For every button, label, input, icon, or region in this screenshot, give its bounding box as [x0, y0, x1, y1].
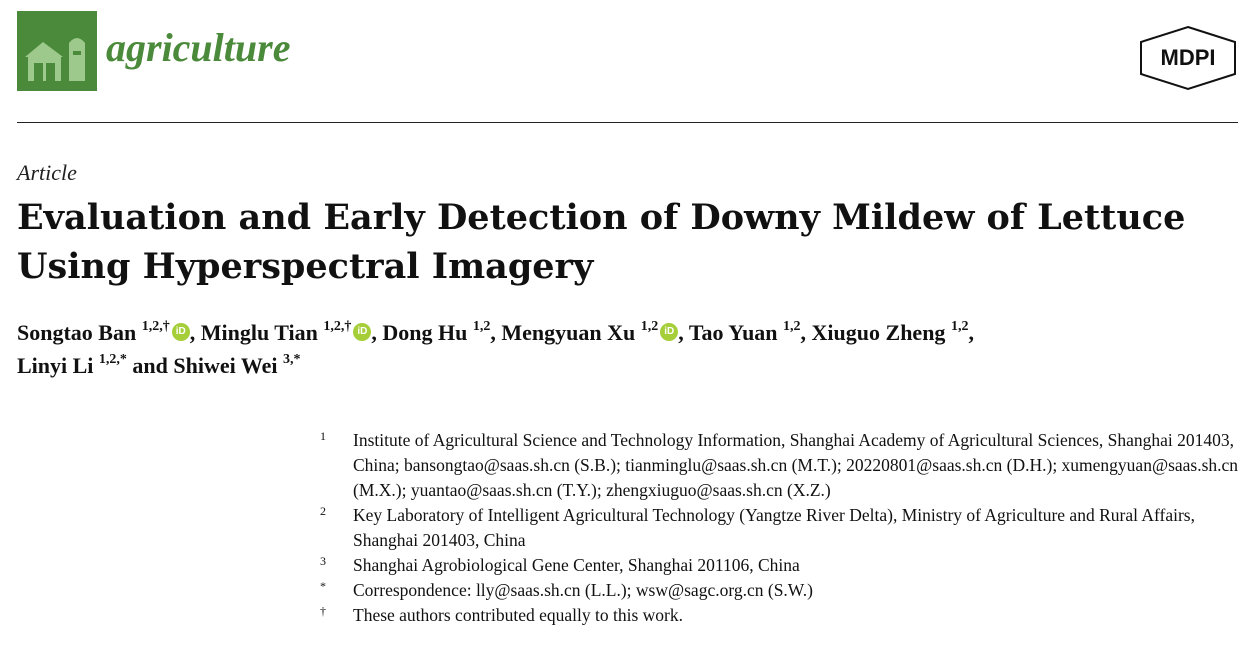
- journal-name: agriculture: [106, 25, 291, 70]
- publisher-name: MDPI: [1160, 45, 1216, 70]
- author[interactable]: [17, 353, 127, 378]
- author-affiliation-sup: 1,2,*: [98, 351, 127, 367]
- affiliation-text: Institute of Agricultural Science and Technology Information, Shanghai Academy of Agricultural Sciences, Shanghai 201403, China; bansongtao@saas.sh.cn (S.B.); tianminglu@saas.sh.cn (M.T.); 20220801@saas.sh.cn (D.H.); xumengyuan@saas.sh.cn (M.X.); yuantao@saas.sh.cn (T.Y.); zhengxiuguo@saas.sh.cn (X.Z.): [353, 430, 1239, 500]
- journal-logo: [17, 11, 97, 91]
- orcid-icon[interactable]: iD: [660, 323, 678, 341]
- author-name: Shiwei Wei: [173, 353, 278, 378]
- author-affiliation-sup: 1,2: [783, 318, 801, 334]
- affiliation-item: [320, 553, 1240, 578]
- author-affiliation-sup: 1,2: [472, 318, 491, 334]
- author[interactable]: [17, 320, 190, 345]
- affiliation-marker: 3: [320, 554, 326, 568]
- affiliation-text: Shanghai Agrobiological Gene Center, Shanghai 201106, China: [353, 555, 800, 575]
- author-name: Linyi Li: [17, 353, 94, 378]
- author-separator: ,: [800, 320, 812, 345]
- author-list: [17, 316, 1237, 382]
- author-name: Mengyuan Xu: [501, 320, 636, 345]
- affiliation-text: Key Laboratory of Intelligent Agricultural Technology (Yangtze River Delta), Ministry of Agriculture and Rural Affairs, Shanghai 201403, China: [353, 505, 1195, 550]
- header-divider: [17, 122, 1238, 123]
- affiliation-text: Correspondence: lly@saas.sh.cn (L.L.); wsw@sagc.org.cn (S.W.): [353, 580, 813, 600]
- author-separator: ,: [968, 320, 974, 345]
- author[interactable]: [382, 320, 490, 345]
- article-type: Article: [17, 160, 77, 185]
- author-affiliation-sup: 3,*: [283, 351, 301, 367]
- author[interactable]: [689, 320, 801, 345]
- author-name: Dong Hu: [382, 320, 468, 345]
- author-separator: ,: [678, 320, 689, 345]
- author-name: Songtao Ban: [17, 320, 137, 345]
- affiliation-list: [320, 428, 1240, 628]
- orcid-icon[interactable]: iD: [172, 323, 190, 341]
- affiliation-item: [320, 578, 1240, 603]
- author-separator: ,: [490, 320, 502, 345]
- affiliation-text: These authors contributed equally to this work.: [353, 605, 683, 625]
- publisher-logo: [1138, 25, 1238, 91]
- affiliation-marker: 2: [320, 504, 326, 518]
- affiliation-item: [320, 428, 1240, 503]
- author-affiliation-sup: 1,2: [640, 318, 659, 334]
- affiliation-item: [320, 503, 1240, 553]
- affiliation-item: [320, 603, 1240, 628]
- affiliation-marker: *: [320, 579, 326, 593]
- author[interactable]: [501, 320, 678, 345]
- author-name: Tao Yuan: [688, 320, 778, 345]
- author[interactable]: [173, 353, 300, 378]
- author-separator: ,: [371, 320, 383, 345]
- author[interactable]: [812, 320, 969, 345]
- author-separator: and: [126, 353, 174, 378]
- author[interactable]: [201, 320, 372, 345]
- orcid-icon[interactable]: iD: [353, 323, 371, 341]
- affiliation-marker: †: [320, 604, 326, 618]
- paper-title: Evaluation and Early Detection of Downy Mildew of Lettuce Using Hyperspectral Imagery: [17, 197, 1186, 287]
- author-name: Minglu Tian: [200, 320, 318, 345]
- author-separator: ,: [189, 320, 201, 345]
- author-affiliation-sup: 1,2,†: [141, 318, 170, 334]
- author-affiliation-sup: 1,2,†: [323, 318, 352, 334]
- author-name: Xiuguo Zheng: [811, 320, 946, 345]
- affiliation-marker: 1: [320, 429, 326, 443]
- author-affiliation-sup: 1,2: [950, 318, 969, 334]
